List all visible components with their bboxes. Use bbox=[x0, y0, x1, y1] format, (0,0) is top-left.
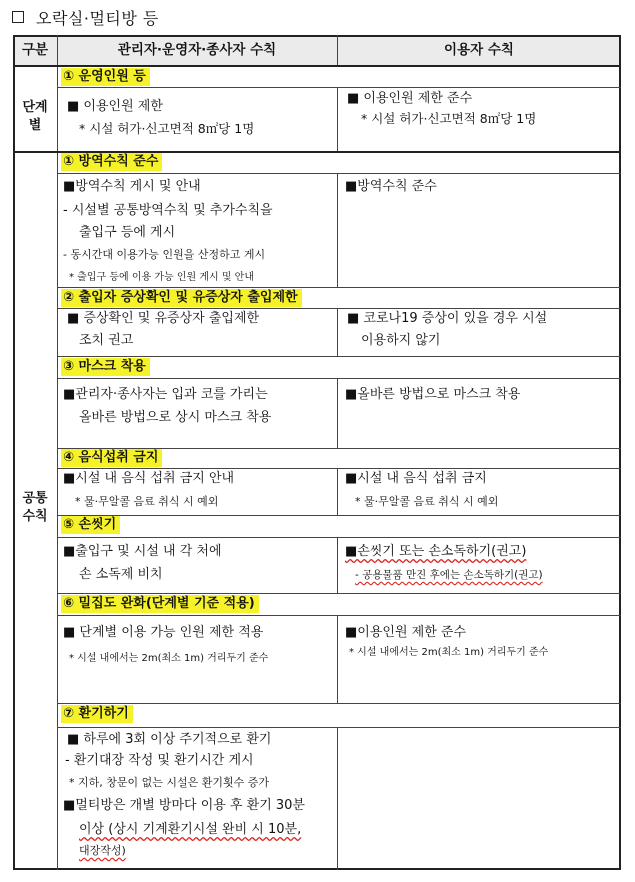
operator-rule: 이상 (상시 기계환기시설 완비 시 10분, bbox=[79, 822, 302, 837]
column-divider bbox=[57, 35, 58, 870]
column-divider bbox=[337, 537, 338, 593]
user-note: * 시설 허가·신고면적 8㎡당 1명 bbox=[361, 111, 537, 126]
section-title bbox=[12, 6, 159, 28]
column-divider bbox=[337, 378, 338, 448]
header-operator: 관리자·운영자·종사자 수칙 bbox=[117, 42, 277, 58]
operator-note: * 물·무알콜 음료 취식 시 예외 bbox=[75, 495, 219, 508]
operator-note: * 출입구 등에 이용 가능 인원 게시 및 안내 bbox=[69, 272, 254, 283]
operator-rule: ■ 증상확인 및 유증상자 출입제한 bbox=[67, 311, 260, 326]
row-divider bbox=[57, 703, 621, 704]
row-divider bbox=[57, 515, 621, 516]
operator-rule: ■ 이용인원 제한 bbox=[67, 99, 163, 114]
section-heading: ① 방역수칙 준수 bbox=[61, 153, 162, 171]
operator-rule: ■멀티방은 개별 방마다 이용 후 환기 30분 bbox=[63, 798, 305, 813]
row-divider bbox=[57, 615, 621, 616]
operator-rule: ■ 단계별 이용 가능 인원 제한 적용 bbox=[63, 625, 264, 640]
column-divider bbox=[337, 173, 338, 287]
row-divider bbox=[57, 378, 621, 379]
header-category: 구분 bbox=[21, 42, 49, 58]
header-divider bbox=[13, 65, 621, 67]
table-border-right bbox=[619, 35, 621, 870]
row-divider bbox=[57, 287, 621, 288]
user-rule: ■방역수칙 준수 bbox=[345, 179, 437, 194]
operator-rule: 대장작성) bbox=[79, 844, 126, 857]
column-divider bbox=[337, 468, 338, 515]
title-text: 오락실·멀티방 등 bbox=[36, 8, 159, 28]
row-divider bbox=[57, 87, 621, 88]
user-rule: ■이용인원 제한 준수 bbox=[345, 625, 467, 640]
row-divider bbox=[57, 537, 621, 538]
user-note: * 물·무알콜 음료 취식 시 예외 bbox=[355, 495, 499, 508]
row-divider bbox=[57, 593, 621, 594]
section-heading: ⑤ 손씻기 bbox=[61, 516, 120, 534]
section-heading: ③ 마스크 착용 bbox=[61, 358, 150, 376]
row-divider bbox=[57, 356, 621, 357]
table-border-bottom bbox=[13, 868, 621, 870]
user-rule: ■ 코로나19 증상이 있을 경우 시설 bbox=[347, 311, 548, 326]
operator-rule: ■출입구 및 시설 내 각 처에 bbox=[63, 544, 222, 559]
column-divider bbox=[337, 87, 338, 151]
operator-rule: - 동시간대 이용가능 인원을 산정하고 게시 bbox=[63, 248, 266, 261]
operator-rule: ■시설 내 음식 섭취 금지 안내 bbox=[63, 471, 235, 486]
operator-rule: ■관리자·종사자는 입과 코를 가리는 bbox=[63, 387, 268, 402]
table-border-left bbox=[13, 35, 15, 870]
operator-note: * 지하, 창문이 없는 시설은 환기횟수 증가 bbox=[69, 776, 269, 789]
operator-rule: 출입구 등에 게시 bbox=[79, 225, 176, 240]
operator-rule: - 환기대장 작성 및 환기시간 게시 bbox=[65, 753, 254, 768]
operator-rule: 올바른 방법으로 상시 마스크 착용 bbox=[79, 410, 272, 425]
user-rule: 이용하지 않기 bbox=[361, 333, 441, 348]
user-rule: ■시설 내 음식 섭취 금지 bbox=[345, 471, 487, 486]
operator-rule: - 시설별 공통방역수칙 및 추가수칙을 bbox=[63, 203, 273, 218]
operator-rule: 손 소독제 비치 bbox=[79, 567, 163, 582]
checkbox-icon bbox=[12, 11, 24, 23]
group-label-stage: 단계별 bbox=[22, 100, 48, 133]
user-note: * 시설 내에서는 2m(최소 1m) 거리두기 준수 bbox=[349, 647, 549, 658]
section-heading: ⑥ 밀집도 완화(단계별 기준 적용) bbox=[61, 595, 259, 613]
row-divider bbox=[57, 727, 621, 728]
column-divider bbox=[337, 615, 338, 703]
rules-table bbox=[13, 35, 621, 870]
operator-rule: ■방역수칙 게시 및 안내 bbox=[63, 179, 201, 194]
operator-note: * 시설 내에서는 2m(최소 1m) 거리두기 준수 bbox=[69, 653, 269, 664]
section-heading: ④ 음식섭취 금지 bbox=[61, 449, 162, 467]
column-divider bbox=[337, 308, 338, 356]
operator-rule: 조치 권고 bbox=[79, 333, 134, 348]
section-heading: ① 운영인원 등 bbox=[61, 68, 150, 86]
operator-rule: ■ 하루에 3회 이상 주기적으로 환기 bbox=[67, 732, 272, 747]
row-divider bbox=[57, 173, 621, 174]
section-heading: ⑦ 환기하기 bbox=[61, 705, 133, 723]
column-divider bbox=[337, 727, 338, 870]
user-note: - 공용물품 만진 후에는 손소독하기(권고) bbox=[355, 569, 543, 581]
section-heading: ② 출입자 증상확인 및 유증상자 출입제한 bbox=[61, 289, 302, 307]
user-rule: ■손씻기 또는 손소독하기(권고) bbox=[345, 544, 527, 559]
operator-note: * 시설 허가·신고면적 8㎡당 1명 bbox=[79, 121, 255, 136]
user-rule: ■ 이용인원 제한 준수 bbox=[347, 91, 473, 106]
header-user: 이용자 수칙 bbox=[444, 42, 514, 58]
user-rule: ■올바른 방법으로 마스크 착용 bbox=[345, 387, 521, 402]
group-label-common: 공통수칙 bbox=[22, 491, 48, 524]
table-border-top bbox=[13, 35, 621, 37]
